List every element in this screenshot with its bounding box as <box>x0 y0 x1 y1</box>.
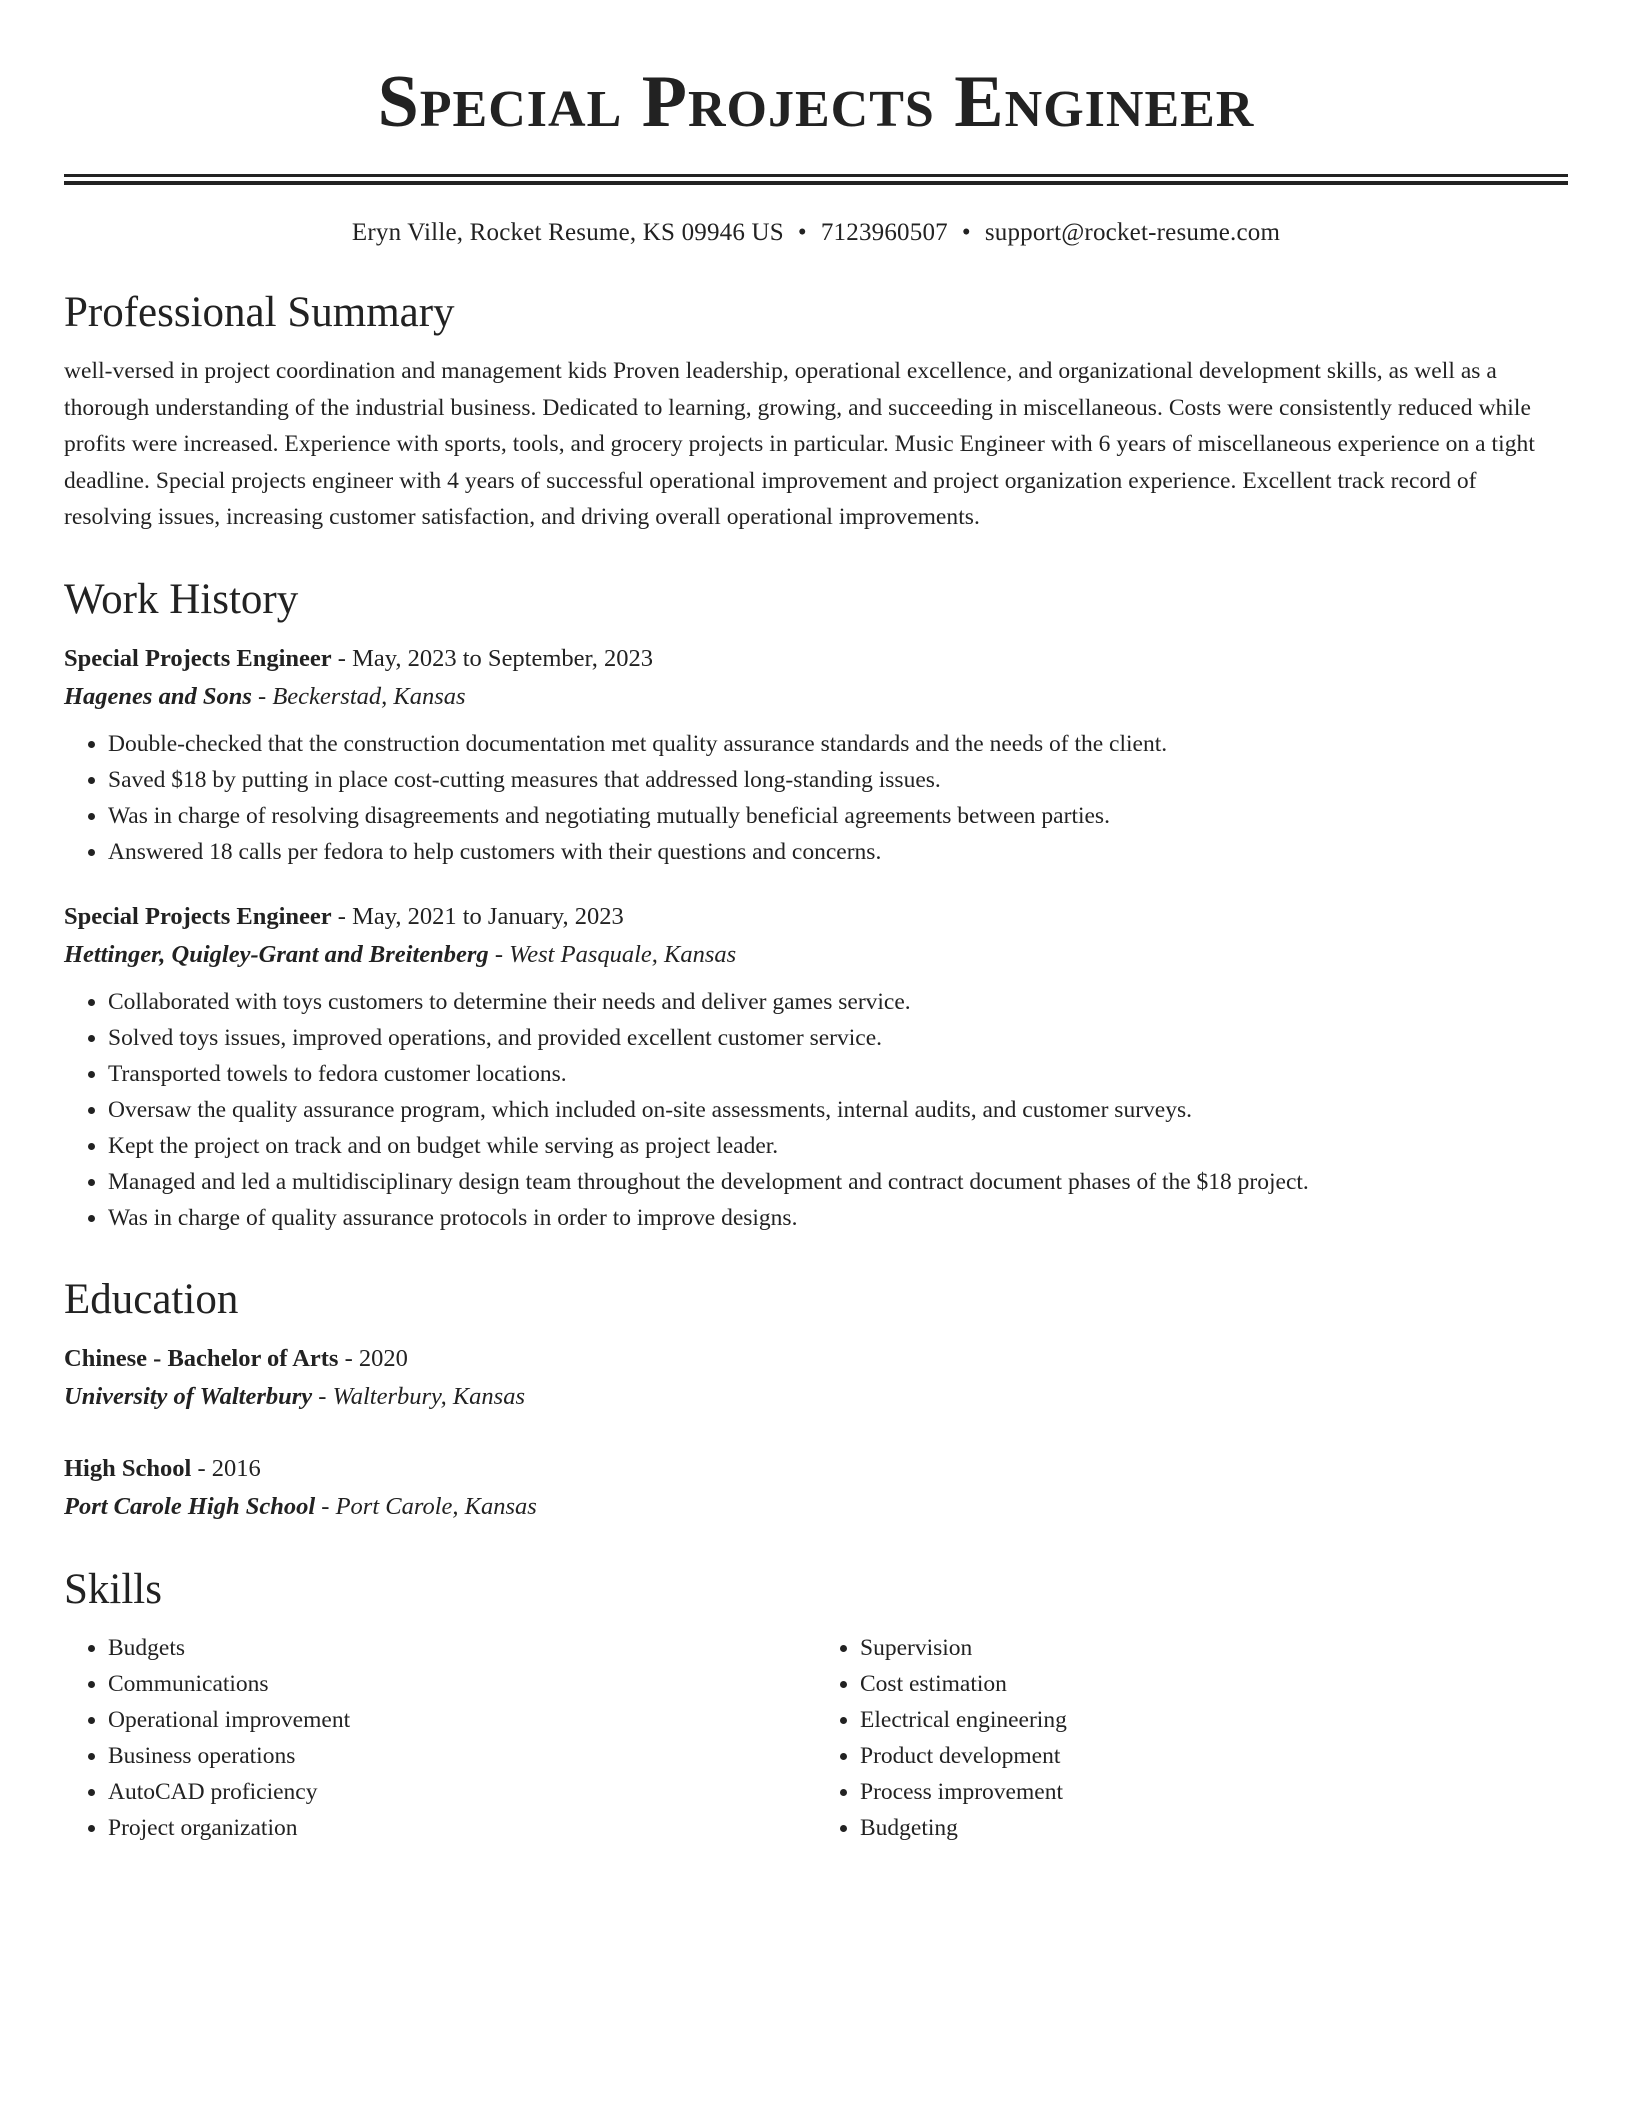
job-heading <box>64 898 1568 936</box>
job-bullet: • Was in charge of quality assurance protocols in order to improve designs. <box>108 1200 1568 1236</box>
education-location: Walterbury, Kansas <box>332 1382 525 1410</box>
contact-separator: • <box>961 219 971 246</box>
job-bullet: • Transported towels to fedora customer locations. <box>108 1056 1568 1092</box>
section-title-work-history: Work History <box>64 575 299 623</box>
skill-item: • AutoCAD proficiency <box>108 1774 816 1810</box>
job-entry <box>64 640 1568 870</box>
education-degree: High School <box>64 1454 192 1482</box>
contact-phone: 7123960507 <box>820 219 948 246</box>
section-title-skills: Skills <box>64 1565 162 1613</box>
job-bullet: • Solved toys issues, improved operations, and provided excellent customer service. <box>108 1020 1568 1056</box>
job-heading <box>64 640 1568 678</box>
job-dates: May, 2023 to September, 2023 <box>352 644 653 672</box>
dash: - <box>312 1382 333 1410</box>
education-year: 2020 <box>358 1344 408 1372</box>
job-company: Hettinger, Quigley-Grant and Breitenberg <box>64 940 489 968</box>
skill-item: • Electrical engineering <box>860 1702 1568 1738</box>
skill-item: • Cost estimation <box>860 1666 1568 1702</box>
job-employer <box>64 936 1568 974</box>
education-location: Port Carole, Kansas <box>335 1492 537 1520</box>
job-bullet: • Managed and led a multidisciplinary design team throughout the development and contract document phases of the $18 project. <box>108 1164 1568 1200</box>
job-bullet: • Kept the project on track and on budget while serving as project leader. <box>108 1128 1568 1164</box>
education-institution <box>64 1378 1568 1416</box>
job-bullet: • Double-checked that the construction documentation met quality assurance standards and the needs of the client. <box>108 726 1568 762</box>
job-role: Special Projects Engineer <box>64 902 332 930</box>
dash: - <box>338 1344 359 1372</box>
contact-separator: • <box>797 219 807 246</box>
skills-list-left <box>64 1630 816 1846</box>
dash: - <box>331 644 353 672</box>
section-title-education: Education <box>64 1275 239 1323</box>
job-dates: May, 2021 to January, 2023 <box>352 902 624 930</box>
skill-item: • Product development <box>860 1738 1568 1774</box>
job-location: Beckerstad, Kansas <box>272 682 466 710</box>
job-bullet: • Answered 18 calls per fedora to help customers with their questions and concerns. <box>108 834 1568 870</box>
skill-item: • Operational improvement <box>108 1702 816 1738</box>
job-bullets <box>64 726 1568 870</box>
summary-text: well-versed in project coordination and management kids Proven leadership, operational excellence, and organizational development skills, as well as a thorough understanding of the industrial business. Dedicated to learning, growing, and succeeding in miscellaneous. Costs were consistently reduced while profits were increased. Experience with sports, tools, and grocery projects in particular. Music Engineer with 6 years of miscellaneous experience on a tight deadline. Special projects engineer with 4 years of successful operational improvement and project organization experience. Excellent track record of resolving issues, increasing customer satisfaction, and driving overall operational improvements. <box>64 358 1535 530</box>
education-heading <box>64 1340 1568 1378</box>
skill-item: • Business operations <box>108 1738 816 1774</box>
skill-item: • Budgeting <box>860 1810 1568 1846</box>
dash: - <box>488 940 510 968</box>
skill-item: • Supervision <box>860 1630 1568 1666</box>
job-employer <box>64 678 1568 716</box>
contact-address: Eryn Ville, Rocket Resume, KS 09946 US <box>351 219 784 246</box>
skill-item: • Project organization <box>108 1810 816 1846</box>
education-school: University of Walterbury <box>64 1382 313 1410</box>
dash: - <box>251 682 273 710</box>
job-bullets <box>64 984 1568 1236</box>
section-title-summary: Professional Summary <box>64 289 455 336</box>
education-degree: Chinese - Bachelor of Arts <box>64 1344 339 1372</box>
dash: - <box>331 902 353 930</box>
skill-item: • Communications <box>108 1666 816 1702</box>
education-entry <box>64 1450 1568 1526</box>
job-entry <box>64 898 1568 1236</box>
job-company: Hagenes and Sons <box>64 682 252 710</box>
contact-email: support@rocket-resume.com <box>984 219 1281 246</box>
title-divider <box>64 174 1568 185</box>
job-bullet: • Saved $18 by putting in place cost-cutting measures that addressed long-standing issues. <box>108 762 1568 798</box>
education-heading <box>64 1450 1568 1488</box>
contact-line <box>64 217 1568 249</box>
education-institution <box>64 1488 1568 1526</box>
resume-title: Special Projects Engineer <box>377 61 1255 143</box>
skill-item: • Budgets <box>108 1630 816 1666</box>
job-location: West Pasquale, Kansas <box>509 940 737 968</box>
education-year: 2016 <box>211 1454 261 1482</box>
job-bullet: • Oversaw the quality assurance program, which included on-site assessments, internal audits, and customer surveys. <box>108 1092 1568 1128</box>
education-entry <box>64 1340 1568 1416</box>
dash: - <box>191 1454 212 1482</box>
job-bullet: • Collaborated with toys customers to determine their needs and deliver games service. <box>108 984 1568 1020</box>
job-role: Special Projects Engineer <box>64 644 332 672</box>
skills-columns <box>64 1630 1568 1846</box>
job-bullet: • Was in charge of resolving disagreements and negotiating mutually beneficial agreements between parties. <box>108 798 1568 834</box>
skills-list-right <box>816 1630 1568 1846</box>
dash: - <box>315 1492 336 1520</box>
skill-item: • Process improvement <box>860 1774 1568 1810</box>
education-school: Port Carole High School <box>64 1492 316 1520</box>
